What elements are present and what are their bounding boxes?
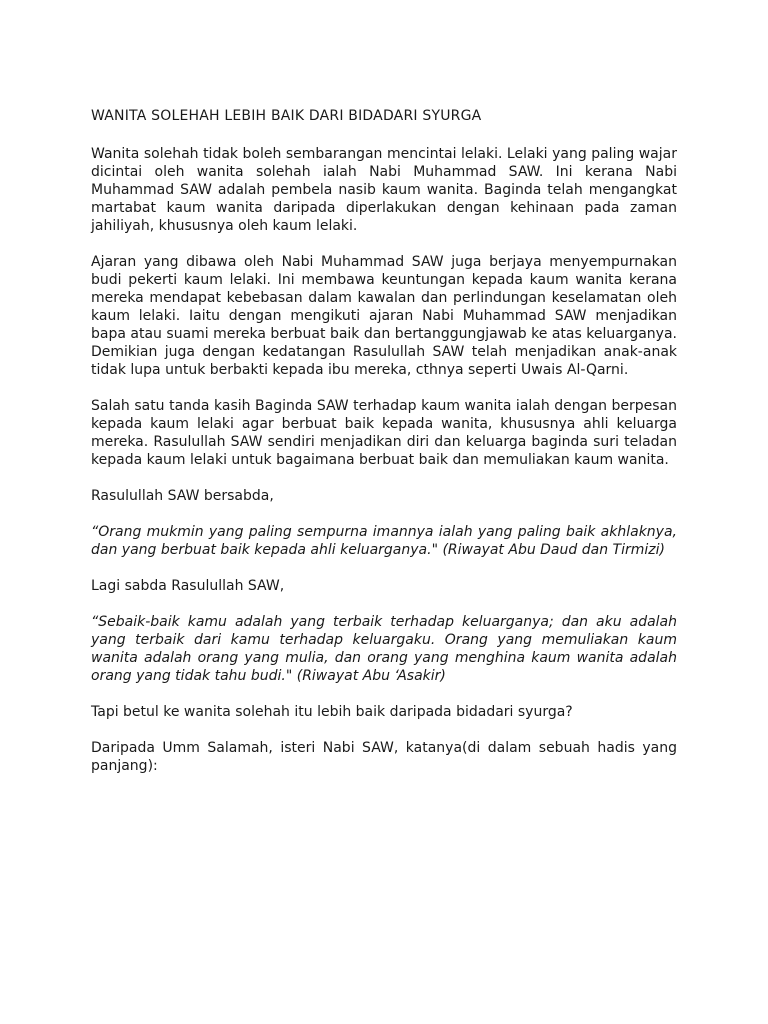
paragraph-bersabda: Rasulullah SAW bersabda, bbox=[91, 488, 274, 504]
document-page bbox=[91, 107, 677, 793]
paragraph-kasih: Salah satu tanda kasih Baginda SAW terhadap kaum wanita ialah dengan berpesan kepada kaum lelaki agar berbuat baik kepada wanita, khususnya ahli keluarga mereka. Rasulullah SAW sendiri menjadikan diri dan keluarga baginda suri teladan kepada kaum lelaki untuk bagaimana berbuat baik dan memuliakan kaum wanita. bbox=[91, 398, 677, 468]
paragraph-lagi-sabda: Lagi sabda Rasulullah SAW, bbox=[91, 578, 285, 594]
paragraph-umm-salamah: Daripada Umm Salamah, isteri Nabi SAW, katanya(di dalam sebuah hadis yang panjang): bbox=[91, 740, 677, 774]
hadith-quote-1: “Orang mukmin yang paling sempurna imannya ialah yang paling baik akhlaknya, dan yang berbuat baik kepada ahli keluarganya." (Riwayat Abu Daud dan Tirmizi) bbox=[91, 524, 677, 558]
paragraph-question: Tapi betul ke wanita solehah itu lebih baik daripada bidadari syurga? bbox=[91, 704, 573, 720]
document-title: WANITA SOLEHAH LEBIH BAIK DARI BIDADARI SYURGA bbox=[91, 108, 482, 124]
hadith-quote-2: “Sebaik-baik kamu adalah yang terbaik terhadap keluarganya; dan aku adalah yang terbaik dari kamu terhadap keluargaku. Orang yang memuliakan kaum wanita adalah orang yang mulia, dan orang yang menghina kaum wanita adalah orang yang tidak tahu budi." (Riwayat Abu ‘Asakir) bbox=[91, 614, 677, 684]
paragraph-intro: Wanita solehah tidak boleh sembarangan mencintai lelaki. Lelaki yang paling wajar dicintai oleh wanita solehah ialah Nabi Muhammad SAW. Ini kerana Nabi Muhammad SAW adalah pembela nasib kaum wanita. Baginda telah mengangkat martabat kaum wanita daripada diperlakukan dengan kehinaan pada zaman jahiliyah, khususnya oleh kaum lelaki. bbox=[91, 146, 677, 234]
paragraph-ajaran: Ajaran yang dibawa oleh Nabi Muhammad SAW juga berjaya menyempurnakan budi pekerti kaum lelaki. Ini membawa keuntungan kepada kaum wanita kerana mereka mendapat kebebasan dalam kawalan dan perlindungan keselamatan oleh kaum lelaki. Iaitu dengan mengikuti ajaran Nabi Muhammad SAW menjadikan bapa atau suami mereka berbuat baik dan bertanggungjawab ke atas keluarganya. Demikian juga dengan kedatangan Rasulullah SAW telah menjadikan anak-anak tidak lupa untuk berbakti kepada ibu mereka, cthnya seperti Uwais Al-Qarni. bbox=[91, 254, 677, 378]
